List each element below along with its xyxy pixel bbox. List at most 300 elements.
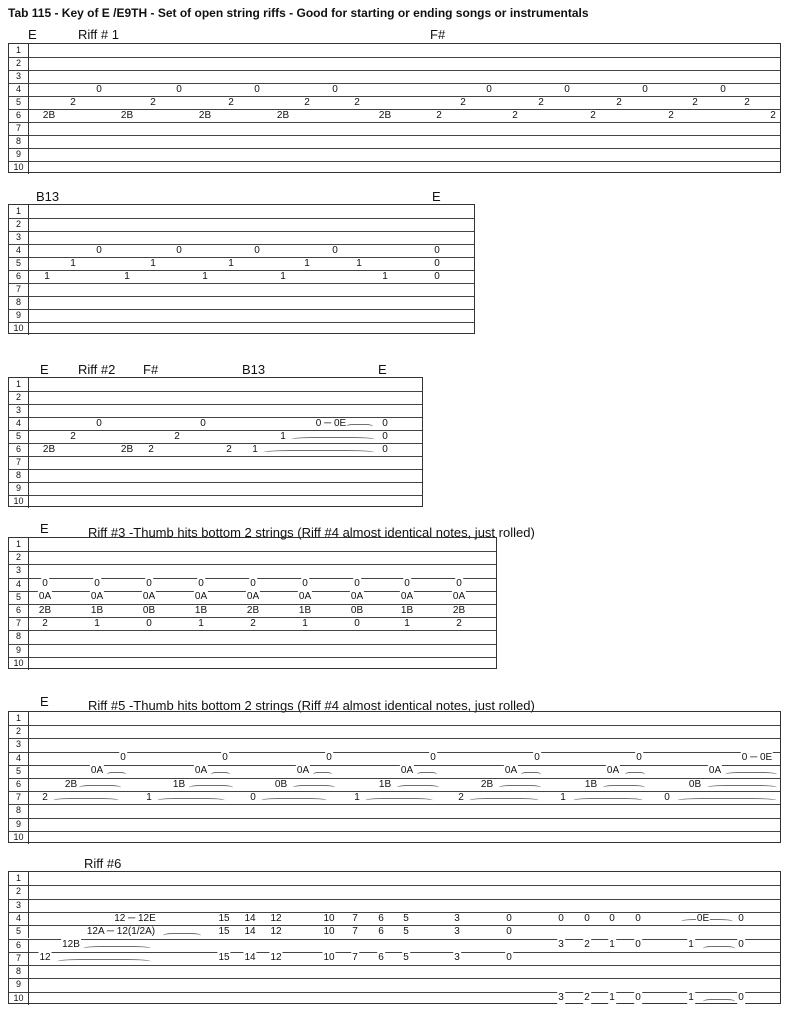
tab-note: 2 — [770, 109, 776, 121]
tab-note: 0 — [354, 578, 360, 590]
tab-note: 2B — [120, 109, 134, 121]
chord-label: E — [378, 362, 387, 377]
string-number: 5 — [9, 765, 29, 778]
string-row — [9, 965, 780, 979]
tab-note: 3 — [558, 939, 564, 951]
tab-note: 2 — [304, 96, 310, 108]
chord-label: Riff #2 — [78, 362, 116, 377]
string-number: 6 — [9, 778, 29, 791]
string-row — [9, 161, 780, 175]
tab-note: 2 — [692, 96, 698, 108]
string-number: 5 — [9, 591, 29, 604]
page-title: Tab 115 - Key of E /E9TH - Set of open string riffs - Good for starting or ending songs or instrumentals — [8, 6, 589, 20]
tab-note: 1 — [146, 791, 152, 803]
string-row — [9, 778, 780, 792]
string-number: 2 — [9, 885, 29, 898]
tab-note: 1 — [688, 939, 694, 951]
string-number: 3 — [9, 404, 29, 417]
tab-note: 0B — [274, 778, 288, 790]
tab-note: 5 — [403, 952, 409, 964]
tab-note: 0 — [456, 578, 462, 590]
string-number: 10 — [9, 831, 29, 844]
tab-note: 0 — [222, 752, 228, 764]
tab-staff-riff2 — [8, 377, 423, 507]
string-row — [9, 564, 496, 578]
tab-note: 0A — [452, 591, 466, 603]
chord-label: E — [432, 189, 441, 204]
slide-mark — [313, 772, 332, 777]
string-row — [9, 322, 474, 336]
tab-note: 0 — [720, 83, 726, 95]
tab-note: 0 — [200, 417, 206, 429]
tab-note: 0 — [326, 752, 332, 764]
tab-note: 3 — [454, 912, 460, 924]
tab-note: 6 — [378, 952, 384, 964]
tab-note: 0 — [434, 257, 440, 269]
tab-note: 3 — [454, 952, 460, 964]
tab-note: 1 — [382, 270, 388, 282]
slide-mark — [291, 437, 375, 442]
tab-note: 2B — [120, 443, 134, 455]
tab-note: 0 — [486, 83, 492, 95]
string-row — [9, 404, 422, 418]
tab-note: 0 — [94, 578, 100, 590]
slide-mark — [211, 772, 230, 777]
string-row — [9, 978, 780, 992]
string-row — [9, 231, 474, 245]
tab-note: 0 — [642, 83, 648, 95]
tab-note: 2B — [198, 109, 212, 121]
tab-note: 2 — [42, 617, 48, 629]
string-row — [9, 885, 780, 899]
string-number: 3 — [9, 899, 29, 912]
tab-note: 0 — [738, 939, 744, 951]
string-row — [9, 296, 474, 310]
tab-note: 2 — [458, 791, 464, 803]
tab-note: 2 — [590, 109, 596, 121]
string-row — [9, 818, 780, 832]
string-row — [9, 57, 780, 71]
string-row — [9, 96, 780, 110]
string-row — [9, 309, 474, 323]
tab-note: 0 — [738, 992, 744, 1004]
tab-note: 2 — [42, 791, 48, 803]
tab-note: 0 — [534, 752, 540, 764]
slide-mark — [107, 772, 126, 777]
tab-note: 0E — [696, 912, 710, 924]
tab-note: 0 — [42, 578, 48, 590]
tab-note: 0 — [382, 417, 388, 429]
tab-note: 2 — [460, 96, 466, 108]
chord-label: E — [40, 362, 49, 377]
string-row — [9, 391, 422, 405]
tab-staff-riff5 — [8, 711, 781, 843]
tab-note: 2 — [616, 96, 622, 108]
string-number: 4 — [9, 578, 29, 591]
tab-note: 0 — [254, 83, 260, 95]
string-number: 10 — [9, 495, 29, 508]
slide-mark — [157, 798, 225, 803]
string-row — [9, 630, 496, 644]
tab-note: 0 — [635, 992, 641, 1004]
tab-staff-riff1 — [8, 43, 781, 173]
string-number: 8 — [9, 135, 29, 148]
slide-mark — [625, 772, 645, 777]
slide-mark — [603, 785, 645, 790]
tab-note: 1 — [124, 270, 130, 282]
tab-note: 1B — [298, 604, 312, 616]
string-number: 1 — [9, 872, 29, 885]
tab-note: 2 — [148, 443, 154, 455]
tab-note: 12 — [270, 912, 282, 924]
tab-note: 0 ─ 0E — [315, 417, 347, 429]
tab-note: 0B — [688, 778, 702, 790]
tab-note: 0 — [96, 417, 102, 429]
tab-note: 1B — [584, 778, 598, 790]
slide-mark — [189, 785, 233, 790]
tab-note: 2B — [38, 604, 52, 616]
chord-label: B13 — [36, 189, 60, 204]
string-number: 7 — [9, 122, 29, 135]
tab-note: 2 — [436, 109, 442, 121]
string-row — [9, 992, 780, 1006]
slide-mark — [293, 785, 335, 790]
slide-mark — [57, 959, 151, 964]
string-number: 2 — [9, 551, 29, 564]
tab-note: 0 — [96, 83, 102, 95]
tab-note: 2 — [226, 443, 232, 455]
slide-mark — [703, 999, 735, 1004]
slide-mark — [573, 798, 643, 803]
string-number: 6 — [9, 270, 29, 283]
string-number: 10 — [9, 992, 29, 1005]
string-row — [9, 712, 780, 725]
tab-note: 0 — [382, 443, 388, 455]
tab-note: 1 — [280, 270, 286, 282]
tab-note: 2 — [456, 617, 462, 629]
tab-note: 0 — [250, 578, 256, 590]
string-number: 9 — [9, 482, 29, 495]
tab-staff-b13 — [8, 204, 475, 334]
tab-note: 0 — [382, 430, 388, 442]
string-number: 1 — [9, 378, 29, 391]
tab-note: 5 — [403, 912, 409, 924]
tab-note: 1 — [404, 617, 410, 629]
string-row — [9, 70, 780, 84]
tab-note: 2 — [668, 109, 674, 121]
string-number: 7 — [9, 617, 29, 630]
tab-note: 0 — [120, 752, 126, 764]
tab-note: 1 — [44, 270, 50, 282]
string-row — [9, 135, 780, 149]
slide-mark — [707, 785, 777, 790]
tab-note: 1 — [228, 257, 234, 269]
string-row — [9, 495, 422, 509]
string-number: 3 — [9, 70, 29, 83]
tab-staff-riff3 — [8, 537, 497, 669]
slide-mark — [499, 785, 541, 790]
slide-mark — [397, 785, 439, 790]
tab-note: 0A — [90, 765, 104, 777]
string-number: 2 — [9, 725, 29, 738]
tab-note: 0A — [504, 765, 518, 777]
tab-note: 1B — [378, 778, 392, 790]
tab-note: 14 — [244, 912, 256, 924]
string-row — [9, 482, 422, 496]
string-row — [9, 644, 496, 658]
string-number: 4 — [9, 752, 29, 765]
tab-note: 0A — [606, 765, 620, 777]
tab-note: 12A ─ 12(1/2A) — [86, 925, 156, 937]
tab-note: 0A — [708, 765, 722, 777]
string-row — [9, 538, 496, 551]
string-row — [9, 456, 422, 470]
tab-note: 1 — [560, 791, 566, 803]
tab-note: 0 — [176, 83, 182, 95]
tab-note: 0A — [194, 765, 208, 777]
tab-note: 0 — [146, 578, 152, 590]
chord-label: E — [28, 27, 37, 42]
tab-note: 12 — [270, 952, 282, 964]
string-row — [9, 257, 474, 271]
string-number: 7 — [9, 456, 29, 469]
tab-note: 15 — [218, 912, 230, 924]
string-number: 9 — [9, 148, 29, 161]
string-number: 8 — [9, 296, 29, 309]
string-number: 10 — [9, 161, 29, 174]
string-number: 2 — [9, 218, 29, 231]
string-number: 9 — [9, 309, 29, 322]
string-row — [9, 469, 422, 483]
string-number: 10 — [9, 322, 29, 335]
tab-note: 0 — [96, 244, 102, 256]
string-row — [9, 205, 474, 218]
slide-mark — [469, 798, 539, 803]
string-number: 6 — [9, 443, 29, 456]
tab-note: 0 — [609, 912, 615, 924]
tab-note: 15 — [218, 925, 230, 937]
string-row — [9, 83, 780, 97]
string-row — [9, 551, 496, 565]
tab-note: 0 — [250, 791, 256, 803]
slide-mark — [365, 798, 433, 803]
tab-note: 1 — [302, 617, 308, 629]
tab-note: 7 — [352, 952, 358, 964]
slide-mark — [346, 424, 373, 429]
tab-note: 0B — [350, 604, 364, 616]
string-number: 4 — [9, 417, 29, 430]
tab-note: 1 — [252, 443, 258, 455]
tab-note: 2 — [70, 96, 76, 108]
tab-note: 2B — [480, 778, 494, 790]
chord-label: E — [40, 521, 49, 536]
slide-mark — [53, 798, 119, 803]
string-number: 4 — [9, 244, 29, 257]
tab-note: 1 — [280, 430, 286, 442]
tab-note: 0A — [38, 591, 52, 603]
string-row — [9, 122, 780, 136]
string-number: 2 — [9, 57, 29, 70]
tab-note: 1 — [94, 617, 100, 629]
tab-note: 0 — [506, 952, 512, 964]
string-number: 7 — [9, 283, 29, 296]
string-row — [9, 378, 422, 391]
slide-mark — [163, 933, 201, 938]
tab-note: 0A — [142, 591, 156, 603]
slide-mark — [261, 798, 327, 803]
tab-note: 0A — [350, 591, 364, 603]
tab-note: 0B — [142, 604, 156, 616]
tab-note: 12B — [62, 939, 80, 951]
string-row — [9, 899, 780, 913]
tab-note: 0A — [90, 591, 104, 603]
tab-note: 1B — [400, 604, 414, 616]
tab-note: 3 — [454, 925, 460, 937]
string-number: 5 — [9, 96, 29, 109]
tab-staff-riff6 — [8, 871, 781, 1004]
string-number: 8 — [9, 630, 29, 643]
tab-note: 1 — [609, 939, 615, 951]
tab-note: 1 — [198, 617, 204, 629]
tab-note: 1 — [609, 992, 615, 1004]
tab-note: 2B — [276, 109, 290, 121]
tab-note: 2B — [246, 604, 260, 616]
string-number: 3 — [9, 564, 29, 577]
tab-note: 2 — [228, 96, 234, 108]
string-number: 6 — [9, 109, 29, 122]
tab-note: 0 — [176, 244, 182, 256]
string-number: 8 — [9, 469, 29, 482]
tab-note: 1 — [354, 791, 360, 803]
chord-label: F# — [143, 362, 159, 377]
tab-note: 0A — [400, 765, 414, 777]
tab-note: 15 — [218, 952, 230, 964]
string-row — [9, 44, 780, 57]
tab-note: 0 — [584, 912, 590, 924]
string-number: 1 — [9, 712, 29, 725]
tab-note: 0 — [434, 270, 440, 282]
tab-note: 2 — [174, 430, 180, 442]
tab-note: 2B — [452, 604, 466, 616]
tab-note: 0 — [146, 617, 152, 629]
string-number: 2 — [9, 391, 29, 404]
string-number: 7 — [9, 791, 29, 804]
riff-heading: Riff #5 -Thumb hits bottom 2 strings (Riff #4 almost identical notes, just rolled) — [88, 698, 535, 713]
slide-mark — [677, 798, 777, 803]
slide-mark — [263, 450, 375, 455]
tab-note: 2 — [354, 96, 360, 108]
slide-mark — [83, 946, 151, 951]
slide-mark — [725, 772, 777, 777]
string-number: 3 — [9, 231, 29, 244]
tab-note: 10 — [323, 912, 335, 924]
tab-note: 1 — [150, 257, 156, 269]
tab-note: 7 — [352, 912, 358, 924]
tab-note: 0 — [302, 578, 308, 590]
string-row — [9, 738, 780, 752]
chord-label: E — [40, 694, 49, 709]
tab-note: 2B — [64, 778, 78, 790]
string-row — [9, 725, 780, 739]
tab-note: 0 — [430, 752, 436, 764]
tab-note: 2B — [378, 109, 392, 121]
tab-note: 2 — [150, 96, 156, 108]
tab-note: 2 — [70, 430, 76, 442]
tab-note: 0A — [194, 591, 208, 603]
tab-note: 6 — [378, 912, 384, 924]
chord-label: Riff #6 — [84, 856, 122, 871]
tab-note: 2 — [538, 96, 544, 108]
string-row — [9, 244, 474, 258]
string-number: 4 — [9, 912, 29, 925]
slide-mark — [521, 772, 541, 777]
tab-note: 12 — [270, 925, 282, 937]
tab-note: 0 — [738, 912, 744, 924]
tab-note: 1 — [304, 257, 310, 269]
tab-note: 2 — [584, 992, 590, 1004]
tab-note: 0 — [558, 912, 564, 924]
tab-note: 0 — [664, 791, 670, 803]
string-number: 1 — [9, 538, 29, 551]
string-row — [9, 804, 780, 818]
string-row — [9, 270, 474, 284]
tab-note: 2 — [744, 96, 750, 108]
tab-note: 0 — [404, 578, 410, 590]
string-row — [9, 148, 780, 162]
tab-note: 0 — [635, 912, 641, 924]
tab-note: 1B — [172, 778, 186, 790]
tab-note: 0A — [400, 591, 414, 603]
tab-note: 1 — [356, 257, 362, 269]
string-row — [9, 218, 474, 232]
string-number: 3 — [9, 738, 29, 751]
tab-note: 6 — [378, 925, 384, 937]
tab-note: 0 — [332, 83, 338, 95]
string-row — [9, 657, 496, 671]
string-number: 5 — [9, 925, 29, 938]
tab-note: 0 — [506, 925, 512, 937]
tab-note: 2 — [584, 939, 590, 951]
tab-note: 1 — [688, 992, 694, 1004]
tab-note: 0 — [636, 752, 642, 764]
tab-note: 0 — [332, 244, 338, 256]
tab-note: 3 — [558, 992, 564, 1004]
tab-note: 2 — [512, 109, 518, 121]
string-number: 8 — [9, 965, 29, 978]
tab-note: 1B — [194, 604, 208, 616]
string-number: 10 — [9, 657, 29, 670]
string-number: 9 — [9, 978, 29, 991]
tab-note: 12 — [39, 952, 51, 964]
riff-heading: Riff #3 -Thumb hits bottom 2 strings (Riff #4 almost identical notes, just rolled) — [88, 525, 535, 540]
slide-mark — [703, 946, 735, 951]
string-number: 6 — [9, 939, 29, 952]
chord-label: B13 — [242, 362, 266, 377]
string-number: 5 — [9, 430, 29, 443]
string-number: 5 — [9, 257, 29, 270]
string-row — [9, 831, 780, 845]
tab-note: 2 — [250, 617, 256, 629]
string-number: 1 — [9, 205, 29, 218]
chord-label: F# — [430, 27, 446, 42]
tab-note: 7 — [352, 925, 358, 937]
slide-mark — [417, 772, 437, 777]
string-number: 7 — [9, 952, 29, 965]
tab-note: 0 ─ 0E — [741, 752, 773, 764]
tab-note: 2B — [42, 443, 56, 455]
tab-note: 2B — [42, 109, 56, 121]
tab-note: 14 — [244, 925, 256, 937]
